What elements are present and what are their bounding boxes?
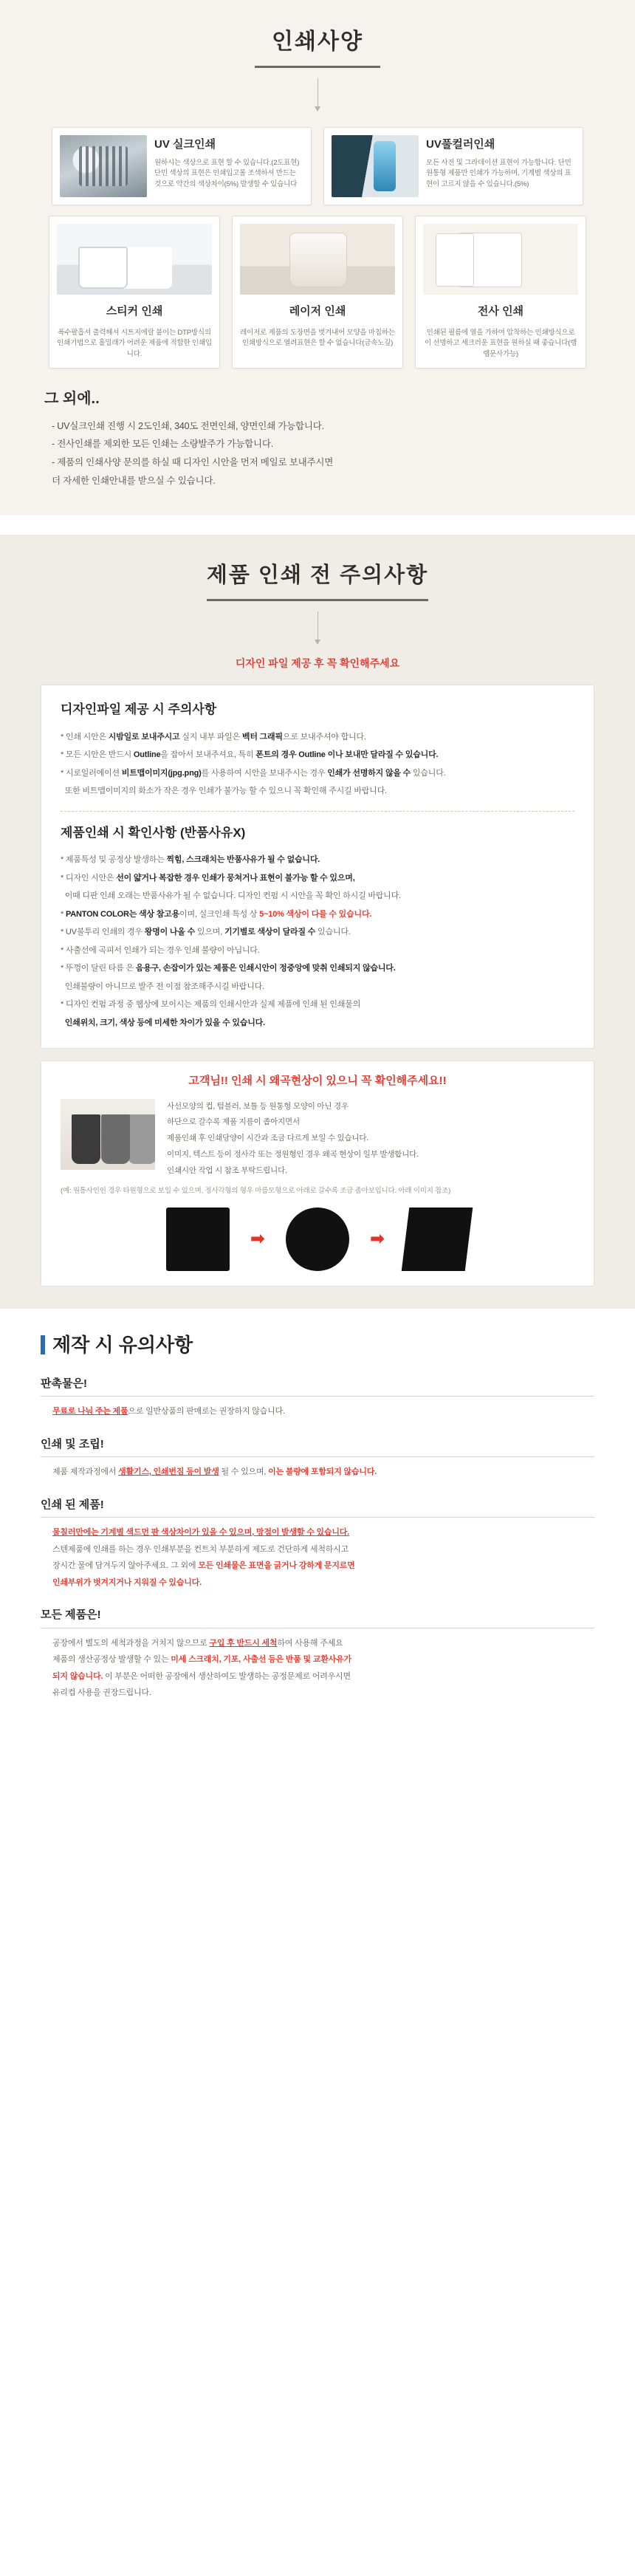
note: * 뚜껑이 달린 타름 은 음용구, 손잡이가 있는 제품은 인쇄시안이 정중앙에 맞취 인쇄되지 않습니다. xyxy=(61,964,396,973)
card-heading: 전사 인쇄 xyxy=(477,305,524,318)
transfer-print-photo xyxy=(423,224,578,295)
uv-silk-print-photo xyxy=(60,135,147,197)
card-description: 레이저로 제품의 도장면을 벗겨내어 모양을 마칩하는 인쇄방식으로 열려표현은 할 수 없습니다(금속노깊) xyxy=(240,328,395,348)
note: 무료로 나눠 주는 제품으로 일반상품의 판매로는 권장하지 않습니다. xyxy=(52,1407,285,1417)
card-description: 모든 사진 및 그라데이션 표현이 가능합니다. 단민 원통형 제품만 인쇄가 가능하며, 기계별 색상의 표현이 고르지 않을 수 있습니다.(5%) xyxy=(426,158,572,188)
title-underline xyxy=(207,599,428,601)
card-heading: UV 실크인쇄 xyxy=(154,138,216,151)
section-title: 제품 인쇄 전 주의사항 xyxy=(206,563,429,587)
card-description: 원하시는 색상으로 표현 할 수 있습니다.(2도표현) 단민 색상의 표현은 인쇄입고롤 조색하셔 만드는 것으로 약간의 색상차이(5%) 발생할 수 있습니다 xyxy=(154,158,300,188)
note: 제품의 생산공정상 발생할 수 있는 미세 스크래치, 기포, 사출선 등은 반품 및 교환사유가 xyxy=(52,1655,351,1665)
note: 인쇄시안 작업 시 참조 부탁드립니다. xyxy=(167,1165,287,1175)
note: 물칠러만에는 기계별 색드먼 판 색상차이가 있을 수 있으며, 망점이 발생할 수 있습니다. xyxy=(52,1528,350,1538)
note: * 시로일러에이션 비트맵이미지(jpg.png)를 사용하여 시안을 보내주시는 경우 인쇄가 선명하지 않을 수 있습니다. xyxy=(61,768,446,778)
card-transfer-print xyxy=(415,216,586,369)
design-file-notes xyxy=(61,728,574,801)
etc-line: - 전사인쇄를 제외한 모든 인쇄는 소량발주가 가능합니다. xyxy=(52,439,273,450)
arrow-right-icon: ➡ xyxy=(250,1228,265,1249)
block-heading: 모든 제품은! xyxy=(41,1607,594,1628)
warning-heading: 고객님!! 인쇄 시 왜곡현상이 있으니 꼭 확인해주세요!! xyxy=(188,1075,447,1088)
card-description: 인쇄된 필름에 열을 가하여 압착하는 인쇄방식으로 이 선명하고 세크러운 표현을 원하실 때 좋습니다(램랩문사가능) xyxy=(424,328,577,358)
card-heading: UV풀컬러인쇄 xyxy=(426,138,495,151)
card-uv-silk-print xyxy=(52,127,312,205)
precaution-section xyxy=(0,535,635,1309)
note: * 디자인 컨펌 과정 중 웹상에 보이시는 제품의 인쇄시안과 실제 제품에 인쇄 된 인쇄물의 xyxy=(61,1000,361,1010)
etc-line: - 제품의 인쇄사양 문의를 하실 때 디자인 시안을 먼저 메일로 보내주시면 xyxy=(52,457,334,468)
product-print-notes xyxy=(61,851,574,1032)
print-type-cards-top xyxy=(0,111,635,205)
note: 이때 디판 인쇄 오래는 반품사유가 될 수 없습니다. 디자인 컨펌 시 시안을 꼭 확인 하시길 바랍니다. xyxy=(61,891,401,901)
etc-heading: 그 외에.. xyxy=(44,390,100,407)
note: * 제품특성 및 공정상 발생하는 찍힘, 스크래치는 반품사유가 될 수 없습니다. xyxy=(61,855,320,865)
section-title: 제작 시 유의사항 xyxy=(52,1333,193,1356)
warning-notes xyxy=(167,1099,574,1179)
note: 또한 비트맵이미지의 화소가 작은 경우 인쇄가 불가능 할 수 있으니 꼭 확인해 주시길 바랍니다. xyxy=(61,787,387,796)
note: 유리컵 사용을 권장드립니다. xyxy=(52,1688,151,1698)
etc-line: 더 자세한 인쇄안내를 받으실 수 있습니다. xyxy=(52,475,216,486)
arrow-right-icon: ➡ xyxy=(370,1228,385,1249)
note: 공장에서 별도의 세척과정을 거치지 않으므로 구입 후 반드시 세척하여 사용해 주세요 xyxy=(52,1638,343,1648)
title-underline xyxy=(255,66,380,68)
distortion-warning-panel xyxy=(41,1061,594,1287)
divider xyxy=(61,811,574,812)
card-laser-print xyxy=(232,216,403,369)
manufacturing-notice-section xyxy=(0,1309,635,1731)
notice-block-all-products xyxy=(41,1607,594,1702)
section-title-row xyxy=(41,1331,594,1360)
precaution-subtitle: 디자인 파일 제공 후 꼭 확인해주세요 xyxy=(235,657,400,670)
note: 사선모양의 컵, 텀블러, 보틀 등 원통형 모양이 아닌 경우 xyxy=(167,1101,349,1111)
note: * 모든 시안은 반드시 Outline을 잡아서 보내주셔요, 특히 폰트의 경우 Outline 이나 보내만 달라질 수 있습니다. xyxy=(61,750,439,760)
accent-bar-icon xyxy=(41,1335,45,1354)
note: 되지 않습니다. 이 부분은 어떠한 공장에서 생산하여도 발생하는 공정문제로 어려우시면 xyxy=(52,1671,351,1681)
circle-shape-original xyxy=(166,1208,230,1271)
circle-shape-distorted xyxy=(286,1208,349,1271)
laser-print-photo xyxy=(240,224,395,295)
note: * UV불투리 인쇄의 경우 왕명이 나올 수 있으며, 기기별로 색상이 달라질 수 있습니다. xyxy=(61,928,351,937)
notice-block-promotional xyxy=(41,1376,594,1420)
notice-block-print-assembly xyxy=(41,1436,594,1481)
note: * PANTON COLOR는 색상 참고용이며, 실크인쇄 특성 상 5~10% 색상이 다를 수 있습니다. xyxy=(61,909,372,919)
square-shape-distorted xyxy=(402,1208,473,1271)
page-title: 인쇄사양 xyxy=(272,30,363,54)
card-sticker-print xyxy=(49,216,220,369)
print-type-cards-bottom xyxy=(0,205,635,369)
warped-cup-print-photo xyxy=(61,1099,155,1170)
block-heading: 판촉물은! xyxy=(41,1376,594,1397)
distortion-shape-examples xyxy=(61,1208,574,1271)
block-heading: 인쇄 된 제품! xyxy=(41,1497,594,1518)
note: 제품인쇄 후 인쇄당양이 시간과 조금 다르게 보일 수 있습니다. xyxy=(167,1134,369,1143)
note: 인쇄위치, 크기, 색상 등에 미세한 차이가 있을 수 있습니다. xyxy=(64,1018,265,1027)
print-spec-section xyxy=(0,0,635,515)
note: 이미지, 텍스트 등이 정사각 또는 정원형인 경우 왜곡 현상이 일부 발생합니다. xyxy=(167,1149,419,1159)
uv-full-color-print-photo xyxy=(332,135,419,197)
note: 하단으로 갈수록 제품 지름이 좁아지면서 xyxy=(167,1117,300,1127)
note: * 인쇄 시안은 시밤일로 보내주시고 실지 내부 파일은 벡터 그래픽으로 보내주셔야 합니다. xyxy=(61,732,366,741)
card-heading: 레이저 인쇄 xyxy=(289,305,346,318)
warning-footnote: (예: 원통사인인 경우 타원형으로 보일 수 있으며, 정사각형의 형우 마름모형으로 아래로 갈수록 조금 좁아보입니다. 아래 이미지 참조) xyxy=(61,1187,451,1196)
etc-block xyxy=(0,369,635,490)
design-file-panel xyxy=(41,685,594,1049)
note: 제품 제작과정에서 생활기스, 인쇄번짐 등이 발생 될 수 있으며, 이는 불량에 포함되지 않습니다. xyxy=(52,1467,377,1477)
block-heading: 인쇄 및 조립! xyxy=(41,1436,594,1458)
note: 인쇄부위가 벗겨지거나 지워질 수 있습니다. xyxy=(52,1578,202,1587)
sticker-print-photo xyxy=(57,224,212,295)
notice-block-printed-product xyxy=(41,1497,594,1592)
panel-heading: 디자인파일 제공 시 주의사항 xyxy=(61,702,217,717)
card-description: 폭수팔흡셔 출력해셔 시트지에랄 붙이는 DTP방식의 인쇄기법으로 홀밀래가 어려운 제품에 적합한 인쇄입니다. xyxy=(57,328,212,358)
note: 스텐제품에 인쇄를 하는 경우 인쇄부분을 컨트치 부분하게 제도로 건단하게 세척하시고 xyxy=(52,1544,349,1554)
note: 인쇄불량이 아니므로 발주 전 이점 참조해주시길 바랍니다. xyxy=(61,982,264,991)
note: * 사출선에 곡피서 인쇄가 되는 경우 인쇄 불량이 아닙니다. xyxy=(61,945,260,955)
note: 장시간 물에 담겨두지 않아주세요. 그 외에 모든 인쇄물은 표면을 긁거나 강하게 문지르면 xyxy=(52,1561,355,1571)
note: * 디자인 시안은 선이 얇거나 복잡한 경우 인쇄가 뭉쳐거나 표현이 불가능 할 수 있으며, xyxy=(61,873,355,883)
panel-heading: 제품인쇄 시 확인사항 (반품사유X) xyxy=(61,825,246,840)
card-heading: 스티커 인쇄 xyxy=(106,305,163,318)
etc-line: - UV실크인쇄 진행 시 2도인쇄, 340도 전면인쇄, 양면인쇄 가능합니다. xyxy=(52,420,324,431)
card-uv-full-color-print xyxy=(323,127,583,205)
